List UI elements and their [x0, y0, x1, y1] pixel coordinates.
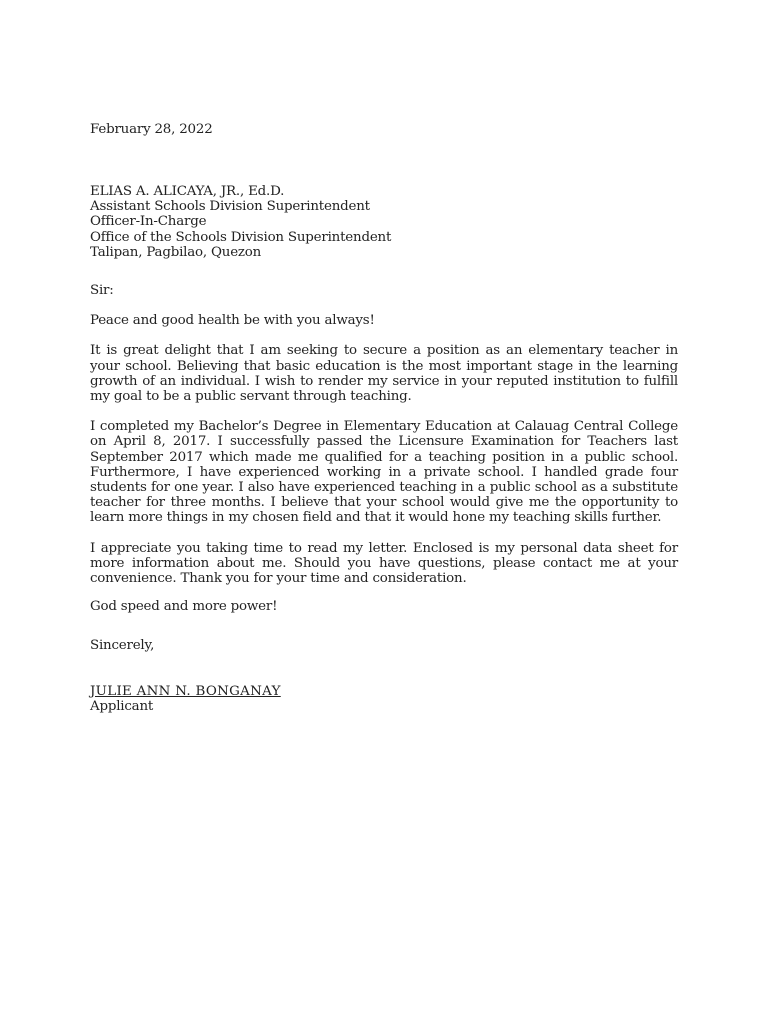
recipient-address: Talipan, Pagbilao, Quezon [90, 244, 262, 260]
greeting-line: Peace and good health be with you always! [90, 313, 375, 329]
recipient-block [90, 184, 678, 260]
complimentary-close: Sincerely, [90, 638, 155, 654]
signature-block [90, 684, 678, 714]
application-letter [90, 122, 678, 714]
signatory-title: Applicant [90, 698, 154, 714]
closing-wish: God speed and more power! [90, 599, 278, 615]
salutation: Sir: [90, 282, 114, 298]
body-paragraph-intro: It is great delight that I am seeking to secure a position as an elementary teacher in your school. Believing that basic education is the most important stage in the learning growth of an individual. I wish to render my service in your reputed institution to fulfill my goal to be a public servant through teaching. [90, 343, 678, 404]
body-paragraph-closing: I appreciate you taking time to read my letter. Enclosed is my personal data sheet for more information about me. Should you have questions, please contact me at your convenience. Thank you for your time and consideration. [90, 540, 678, 586]
recipient-office: Office of the Schools Division Superintendent [90, 229, 392, 245]
recipient-title: Assistant Schools Division Superintendent [90, 199, 370, 215]
recipient-name: ELIAS A. ALICAYA, JR., Ed.D. [90, 184, 285, 199]
signatory-name: JULIE ANN N. BONGANAY [90, 683, 281, 699]
body-paragraph-qualifications: I completed my Bachelor’s Degree in Elementary Education at Calauag Central College on April 8, 2017. I successfully passed the Licensure Examination for Teachers last September 2017 which made me qualified for a teaching position in a public school. Furthermore, I have experienced working in a private school. I handled grade four students for one year. I also have experienced teaching in a public school as a substitute teacher for three months. I believe that your school would give me the opportunity to learn more things in my chosen field and that it would hone my teaching skills further. [90, 419, 678, 526]
letter-date: February 28, 2022 [90, 122, 213, 137]
recipient-role: Officer-In-Charge [90, 214, 207, 230]
